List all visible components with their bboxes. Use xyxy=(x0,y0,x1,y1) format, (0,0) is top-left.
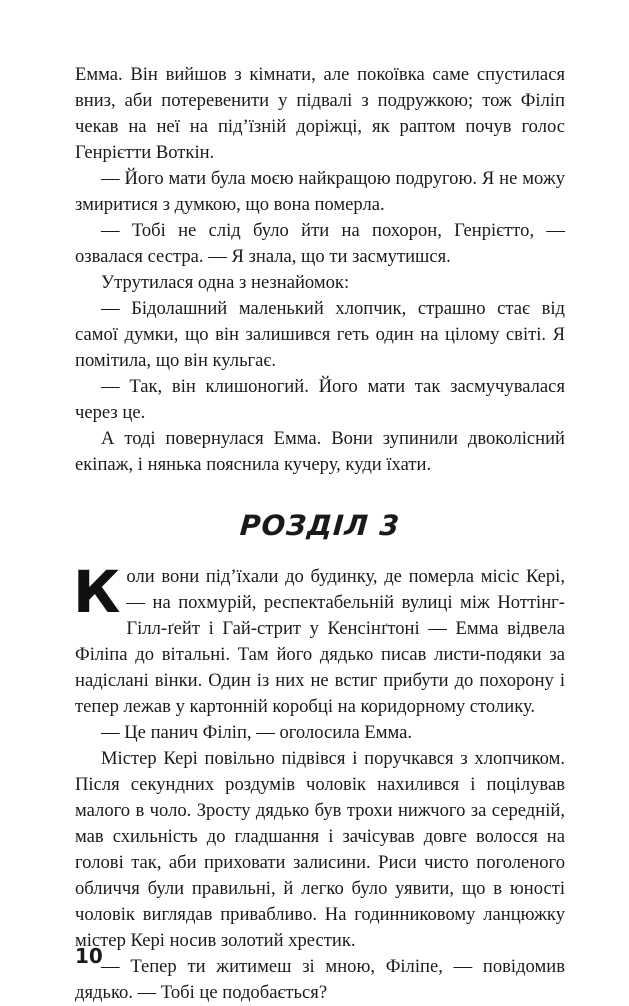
paragraph: — Його мати була моєю найкращою подругою. Я не можу змиритися з думкою, що вона померла. xyxy=(75,168,565,215)
chapter-first-paragraph-text: оли вони під’їхали до будинку, де померла місіс Кері, — на похмурій, респектабельній вулиці між Ноттінг-Гілл-ґейт і Гай-стрит у Кенсінґтоні — Емма відвела Філіпа до вітальні. Там його дядько писав листи-подяки за надіслані вінки. Один із них не встиг прибути до похорону і тепер лежав у картонній коробці на коридорному столику. xyxy=(75,566,565,717)
chapter-first-paragraph xyxy=(73,558,565,720)
paragraph: — Тобі не слід було йти на похорон, Генрієтто, — озвалася сестра. — Я знала, що ти засмутишся. xyxy=(75,220,565,267)
drop-cap: К xyxy=(73,558,121,626)
paragraph: Містер Кері повільно підвівся і поручкався з хлопчиком. Після секундних роздумів чоловік нахилився і поцілував малого в чоло. Зросту дядько був трохи нижчого за середній, мав схильність до гладшання і зачісував довге волосся на голові так, аби приховати залисини. Риси чисто поголеного обличчя були правильні, й легко було уявити, що в юності чоловік виглядав привабливо. На годинниковому ланцюжку містер Кері носив золотий хрестик. xyxy=(75,748,565,951)
chapter-title: РОЗДІЛ 3 xyxy=(238,509,402,542)
paragraph: Емма. Він вийшов з кімнати, але покоївка саме спустилася вниз, аби потеревенити у підвалі з подружкою; тож Філіп чекав на неї на під’їзній доріжці, як раптом почув голос Генрієтти Воткін. xyxy=(75,64,565,163)
page-number: 10 xyxy=(75,944,103,968)
page-text xyxy=(75,62,565,1006)
paragraph: Утрутилася одна з незнайомок: xyxy=(101,272,350,293)
paragraph: А тоді повернулася Емма. Вони зупинили двоколісний екіпаж, і нянька пояснила кучеру, куди їхати. xyxy=(75,428,565,475)
paragraph: — Це панич Філіп, — оголосила Емма. xyxy=(101,722,413,743)
paragraph: — Тепер ти житимеш зі мною, Філіпе, — повідомив дядько. — Тобі це подобається? xyxy=(75,956,565,1003)
paragraph: — Так, він клишоногий. Його мати так засмучувалася через це. xyxy=(75,376,565,423)
paragraph: — Бідолашний маленький хлопчик, страшно стає від самої думки, що він залишився геть один на цілому світі. Я помітила, що він кульгає. xyxy=(75,298,565,371)
